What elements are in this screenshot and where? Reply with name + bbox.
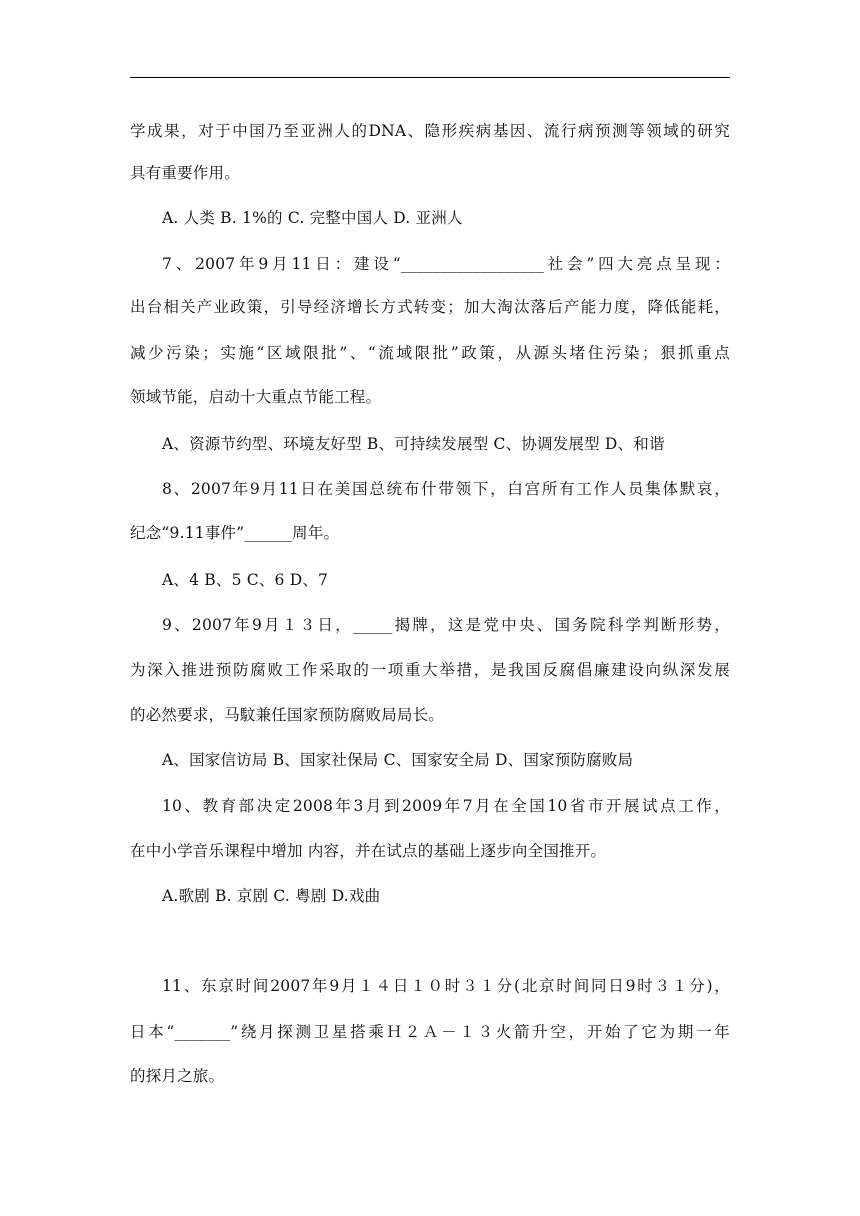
text-line: 减少污染；实施“区域限批”、“流域限批”政策，从源头堵住污染；狠抓重点 — [130, 344, 730, 362]
answer-options: A.歌剧 B. 京剧 C. 粤剧 D.戏曲 — [162, 887, 381, 905]
answer-options: A、4 B、5 C、6 D、7 — [162, 571, 329, 589]
question-8: 8、2007年9月11日在美国总统布什带领下，白宫所有工作人员集体默哀， — [162, 480, 730, 498]
header-rule — [130, 77, 730, 78]
question-9: 9、2007年9月１３日，_____揭牌，这是党中央、国务院科学判断形势， — [162, 616, 730, 634]
question-11: 11、东京时间2007年9月１４日１０时３１分(北京时间同日9时３１分)， — [162, 977, 730, 995]
question-7: 7、2007年9月11日：建设“__________________社会”四大亮点呈现： — [162, 255, 730, 273]
text-line: 领域节能，启动十大重点节能工程。 — [130, 388, 382, 406]
text-line: 在中小学音乐课程中增加 内容，并在试点的基础上逐步向全国推开。 — [130, 842, 607, 860]
text-line: 出台相关产业政策，引导经济增长方式转变；加大淘汰落后产能力度，降低能耗， — [130, 298, 730, 316]
answer-options: A、国家信访局 B、国家社保局 C、国家安全局 D、国家预防腐败局 — [162, 751, 634, 769]
text-line: 具有重要作用。 — [130, 164, 240, 182]
question-10: 10、教育部决定2008年3月到2009年7月在全国10省市开展试点工作， — [162, 797, 730, 815]
text-line: 的必然要求，马馼兼任国家预防腐败局局长。 — [130, 706, 445, 724]
text-line: 为深入推进预防腐败工作采取的一项重大举措，是我国反腐倡廉建设向纵深发展 — [130, 661, 730, 679]
answer-options: A. 人类 B. 1%的 C. 完整中国人 D. 亚洲人 — [162, 209, 463, 227]
text-line: 日本“_______”绕月探测卫星搭乘Ｈ２Ａ－１３火箭升空，开始了它为期一年 — [130, 1023, 730, 1041]
text-line: 纪念“9.11事件”______周年。 — [130, 524, 340, 542]
text-line: 的探月之旅。 — [130, 1067, 225, 1085]
text-line: 学成果，对于中国乃至亚洲人的DNA、隐形疾病基因、流行病预测等领域的研究 — [130, 122, 730, 140]
answer-options: A、资源节约型、环境友好型 B、可持续发展型 C、协调发展型 D、和谐 — [162, 435, 665, 453]
